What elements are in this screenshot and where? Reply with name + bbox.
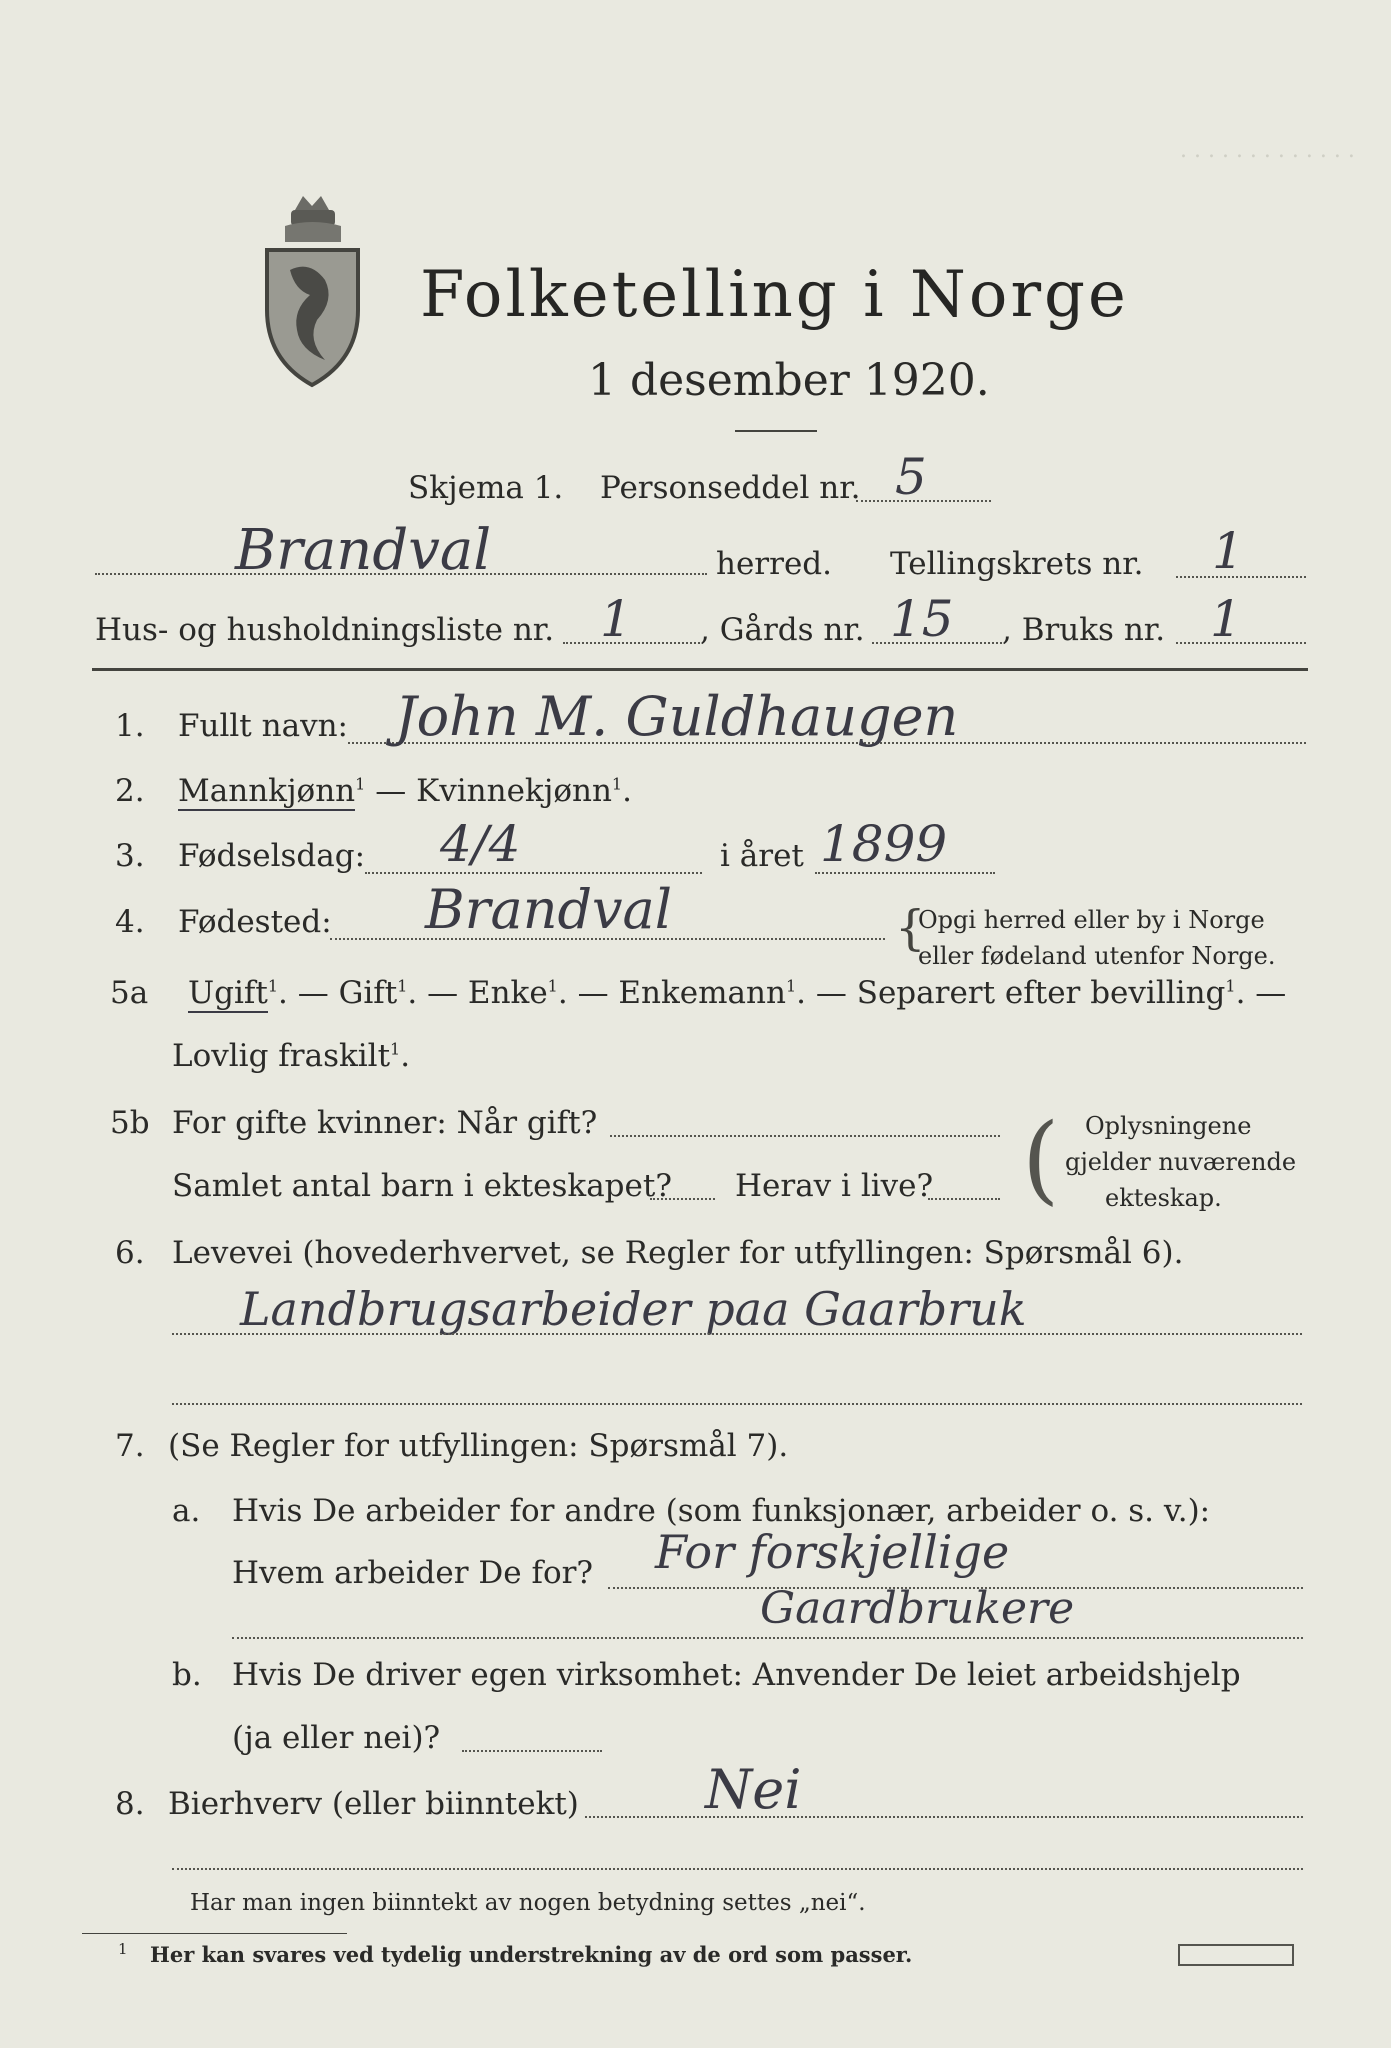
employer-value-1[interactable]: For forskjellige [655,1525,1010,1579]
q1-number: 1. [115,708,145,744]
q5b-label-alive: Herav i live? [735,1168,934,1204]
gift-option[interactable]: . — Gift [278,975,398,1011]
footnote-number: 1 [118,1940,128,1958]
footnote-marker: 1 [397,976,408,996]
bruks-value[interactable]: 1 [1210,590,1242,648]
occupation-line-2 [172,1403,1302,1405]
form-title: Folketelling i Norge [420,258,1129,332]
occupation-line-1 [172,1333,1302,1335]
q6-label: Levevei (hovederhvervet, se Regler for utfyllingen: Spørsmål 6). [172,1235,1184,1271]
q4-note-1: Opgi herred eller by i Norge [918,906,1265,934]
brace-icon: ( [1022,1103,1060,1215]
side-income-line [585,1816,1303,1818]
q5b-number: 5b [110,1105,150,1141]
q4-number: 4. [115,904,145,940]
bruks-label: , Bruks nr. [1002,612,1166,648]
hired-help-line[interactable] [462,1750,602,1752]
married-when-line[interactable] [610,1135,1000,1137]
form-date: 1 desember 1920. [588,355,990,406]
employer-value-2[interactable]: Gaardbrukere [760,1583,1075,1634]
q7b-question: (ja eller nei)? [232,1720,441,1756]
herred-label: herred. [716,546,832,582]
q3-label: Fødselsdag: [178,838,366,874]
q3-number: 3. [115,838,145,874]
q7a-label: Hvis De arbeider for andre (som funksjonær, arbeider o. s. v.): [232,1493,1211,1529]
gender-mann-option[interactable]: Mannkjønn$^1$ — Kvinnekjønn$^1$. [178,773,632,809]
enkemann-option[interactable]: . — Enkemann [557,975,786,1011]
q1-label: Fullt navn: [178,708,348,744]
q7a-number: a. [172,1493,201,1529]
side-income-line-2 [172,1868,1303,1870]
footnote-marker: 1 [547,976,558,996]
personseddel-value[interactable]: 5 [895,448,927,506]
fraskilt-text: Lovlig fraskilt [172,1038,391,1074]
brace-icon: { [895,900,926,956]
q5b-label-children: Samlet antal barn i ekteskapet? [172,1168,672,1204]
footnote-marker: 1 [611,774,623,794]
q7b-number: b. [172,1657,202,1693]
q7a-question: Hvem arbeider De for? [232,1555,594,1591]
birthday-line [365,872,702,874]
q8-number: 8. [115,1786,145,1822]
birthplace-value[interactable]: Brandval [425,878,673,941]
year-label: i året [720,838,804,874]
footnote-text: Her kan svares ved tydelig understrekning av de ord som passer. [150,1942,913,1967]
fraskilt-option[interactable] [172,1038,410,1074]
q8-label: Bierhverv (eller biinntekt) [168,1786,579,1822]
footnote-marker: 1 [390,1039,401,1059]
birthday-value[interactable]: 4/4 [440,815,521,873]
hus-label: Hus- og husholdningsliste nr. [95,612,555,648]
q5b-note-2: gjelder nuværende [1065,1148,1297,1176]
herred-value[interactable]: Brandval [235,518,492,583]
hus-value[interactable]: 1 [600,590,632,648]
footnote-marker: 1 [267,976,279,996]
q5b-label-married: For gifte kvinner: Når gift? [172,1105,598,1141]
q6-number: 6. [115,1235,145,1271]
occupation-value[interactable]: Landbrugsarbeider paa Gaarbruk [240,1282,1027,1336]
footnote-marker: 1 [355,774,366,794]
q4-note-2: eller fødeland utenfor Norge. [918,942,1276,970]
q7-label: (Se Regler for utfyllingen: Spørsmål 7). [168,1428,789,1464]
full-name-value[interactable]: John M. Guldhaugen [395,685,959,748]
q5b-note-3: ekteskap. [1105,1184,1222,1212]
q7-number: 7. [115,1428,145,1464]
employer-line-2 [232,1637,1303,1639]
q5b-note-1: Oplysningene [1085,1112,1252,1140]
tellingskrets-value[interactable]: 1 [1212,522,1244,580]
title-divider [735,430,817,432]
coat-of-arms-icon [255,190,370,390]
footnote-rule [82,1933,347,1934]
gards-value[interactable]: 15 [890,590,954,648]
footnote-marker: 1 [785,976,797,996]
q4-label: Fødested: [178,904,332,940]
children-alive-line[interactable] [928,1198,1000,1200]
gards-label: , Gårds nr. [700,612,865,648]
side-income-value[interactable]: Nei [705,1758,802,1821]
gender-mann-text: Mannkjønn [178,773,356,809]
separert-option[interactable]: . — Separert efter bevilling [796,975,1226,1011]
header-rule [92,668,1308,671]
q5a-trailing: . — [1235,975,1287,1011]
personseddel-label: Personseddel nr. [600,470,861,506]
printer-stamp-icon [1178,1944,1294,1966]
marital-status-options[interactable] [188,975,1286,1011]
q2-number: 2. [115,773,145,809]
show-through-text: . . . . . . . . . . . . . [1180,138,1355,163]
footer-note: Har man ingen biinntekt av nogen betydning settes „nei“. [190,1890,866,1916]
fraskilt-end: . [400,1038,411,1074]
skjema-label: Skjema 1. [408,470,564,506]
gender-separator: — [375,773,407,809]
ugift-option[interactable]: Ugift [188,975,268,1011]
q7b-label: Hvis De driver egen virksomhet: Anvender De leiet arbeidshjelp [232,1657,1241,1693]
enke-option[interactable]: . — Enke [407,975,548,1011]
footnote-marker: 1 [1225,976,1236,996]
q5a-number: 5a [110,975,149,1011]
birth-year-value[interactable]: 1899 [820,815,948,873]
gender-kvinne-text: Kvinnekjønn [416,773,612,809]
tellingskrets-label: Tellingskrets nr. [890,546,1144,582]
children-count-line[interactable] [650,1198,715,1200]
